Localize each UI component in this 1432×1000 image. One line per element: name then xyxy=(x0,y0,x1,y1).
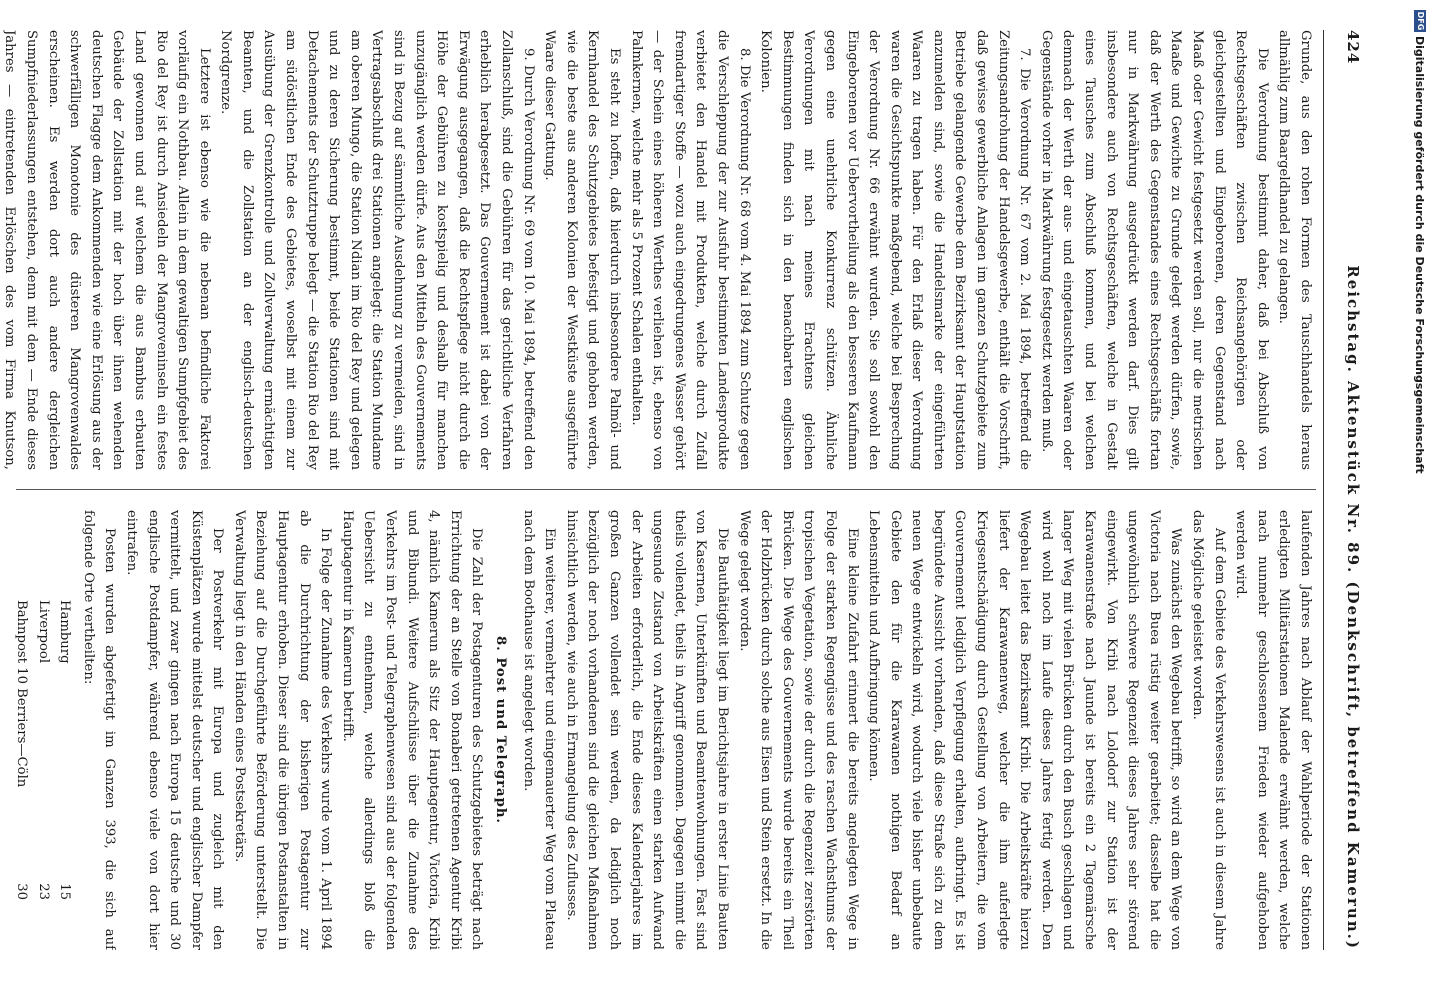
list-item xyxy=(32,600,54,900)
page-number: 424 xyxy=(1344,30,1362,65)
ports-list xyxy=(10,600,75,950)
credit-text: Digitalisierung gefördert durch die Deutsche Forschungsgemeinschaft xyxy=(1413,36,1427,474)
left-column xyxy=(0,30,1316,470)
paragraph: 8. Die Verordnung Nr. 68 vom 4. Mai 1894 zum Schutze gegen die Verschleppung der zur Ausfuhr bestimmten Landesprodukte verbietet den Handel mit Produkten, welche durch Zufall fremdartiger Stoffe — wozu auch eingedrungenes Wasser gehört — der Schein eines höheren Werthes verliehen ist, ebenso von Palmkernen, welche mehr als 5 Prozent Schalen enthalten. xyxy=(628,30,752,470)
paragraph: Es steht zu hoffen, daß hierdurch insbesondere Palmöl- und Kernhandel des Schutzgebietes befestigt und gehoben werden, wie die beste aus anderen Kolonien der Westküste ausgeführte Waare dieser Gattung. xyxy=(542,30,622,470)
port-name: Liverpool xyxy=(35,600,51,664)
port-count: 23 xyxy=(35,883,51,900)
digitization-credit xyxy=(1412,0,1428,1000)
header-rule xyxy=(1323,30,1324,950)
paragraph: Posten wurden abgefertigt im Ganzen 393, die sich auf folgende Orte vertheilten: xyxy=(80,510,118,950)
paragraph: Die Verordnung bestimmt daher, daß bei Abschluß von Rechtsgeschäften zwischen Reichsangehörigen oder gleichgestellten und Eingeborenen, deren Gegenstand nach Maaß oder Gewicht festgesetzt werden soll, nur die metrischen Maaße und Gewichte zu Grunde gelegt werden dürfen, sowie, daß der Werth des Gegenstandes eines Rechtsgeschäfts fortan nur in Markwährung ausgedrückt werden darf. Dies gilt insbesondere auch von Rechtsgeschäften, welche in Gestalt eines Tausches zum Abschluß kommen, und bei welchen demnach der Werth der aus- und eingetauschten Waaren oder Gegenstände vorher in Markwährung festgesetzt werden muß. xyxy=(1038,30,1270,470)
paragraph: Die Bauthätigkeit liegt im Berichtsjahre in erster Linie Bauten von Kasernen, Unterkünften und Beamtenwohnungen. Fast sind theils vollendet, theils in Angriff genommen. Dagegen nimmt die ungesunde Zustand von Arbeitskräften einen starken Aufwand der Arbeiten erforderlich, die Ende dieses Kalenderjahres im großen Ganzen vollendet sein werden, da lediglich noch bezüglich der noch vorhandenen sind die gleichen Maßnahmen hinsichtlich werden, wie auch in Ermangelung des Zuflusses. xyxy=(563,510,730,950)
dfg-logo: DFG xyxy=(1416,11,1425,31)
section-heading: 8. Post und Telegraph. xyxy=(493,635,509,824)
right-column xyxy=(0,510,1316,950)
paragraph: 7. Die Verordnung Nr. 67 vom 2. Mai 1894, betreffend die Zeitungsandrohung der Handelsgewerbe, enthält die Vorschrift, daß gewisse gewerbliche Anlagen im ganzen Schutzgebiete zum Betriebe gelangende Gewerbe dem Bezirksamt der Hauptstation anzumelden sind, sowie die Handelsmarke der eingeführten Waaren zu tragen haben. Für den Erlaß dieser Verordnung waren die Gesichtspunkte maßgebend, welche bei Besprechung der Verordnung Nr. 66 erwähnt wurden. Sie soll sowohl den Eingeborenen vor Uebervortheilung als den besseren Kaufmann gegen eine unehrliche Konkurrenz schützen. Ähnliche Verordnungen mit nach meines Erachtens gleichen Bestimmungen finden sich in den benachbarten englischen Kolonien. xyxy=(758,30,1033,470)
paragraph: Letztere ist ebenso wie die nebenan befindliche Faktorei vorläufig ein Nothbau. Allein in dem gewaltigen Sumpfgebiet des Rio del Rey ist durch Ansiedeln der Mangroveninseln ein festes Land gewonnen und auf welchem die aus Bambus erbauten Gebäude der Zollstation mit der hoch über ihnen wehenden deutschen Flagge dem Ankommenden wie eine Erlösung aus der schwerfälligen Monotonie des düsteren Mangrovenwaldes erscheinen. Es werden dort auch andere dergleichen Sumpfniederlassungen entstehen, denn mit dem — Ende dieses Jahres — eintretenden Erlöschen des vom Firma Knutson, xyxy=(2,30,212,470)
paragraph: Die Zahl der Postagenturen des Schutzgebietes beträgt nach Errichtung der an Stelle von Bonaberi getretenen Agentur Kribi 4, nämlich Kamerun als Sitz der Hauptagentur, Victoria, Kribi und Bibundi. Weitere Aufschlüsse über die Zunahme des Verkehrs im Post- und Telegraphenwesen sind aus der folgenden Uebersicht zu entnehmen, welche allerdings bloß die Hauptagentur in Kamerun betrifft. xyxy=(339,510,485,950)
list-item xyxy=(10,600,32,900)
paragraph: Auf dem Gebiete des Verkehrswesens ist auch in diesem Jahre das Mögliche geleistet worden. xyxy=(1190,510,1227,950)
paragraph: Eine kleine Zufahrt erinnert die bereits angelegten Wege in Folge der starken Regengüsse und des raschen Wachsthums der tropischen Vegetation, sowie der durch die Regenzeit zerstörten Brücken. Die Wege des Gouvernements wurde bereits ein Theil der Holzbrücken durch solche aus Eisen und Stein ersetzt. In die Wege gelegt worden. xyxy=(736,510,860,950)
column-divider xyxy=(16,489,1316,490)
paragraph: Der Postverkehr mit Europa und zugleich mit den Küstenplätzen wurde mittelst deutscher und englischer Dampfer vermittelt, und zwar gingen nach Europa 15 deutsche und 30 englische Postdampfer, während ebenso viele von dort hier eintrafen. xyxy=(123,510,226,950)
port-count: 15 xyxy=(57,883,73,900)
list-item xyxy=(54,600,76,900)
paragraph: laufenden Jahres nach Ablauf der Wahlperiode der Stationen erledigten Militärstationen Malende erwähnt werden, welche nach nunmehr geschlossenem Frieden wieder aufgehoben werden wird. xyxy=(1233,510,1313,950)
port-count: 30 xyxy=(13,883,29,900)
paragraph: 9. Durch Verordnung Nr. 69 vom 10. Mai 1894, betreffend den Zollanschluß, sind die Gebühren für das gerichtliche Verfahren erheblich herabgesetzt. Das Gouvernement ist dabei von der Erwägung ausgegangen, daß die Rechtspflege nicht durch die Höhe der Gebühren zu kostspielig und deshalb für manchen unzugänglich werden dürfe. Aus den Mitteln des Gouvernements sind in Bezug auf sämmtliche Ausdehnung zu vermeiden, sind in Vertragsabschluß drei Stationen angelegt: die Station Mundame am oberen Mungo, die Station Ndian im Rio del Rey und gelegen und zu deren Sicherung bestimmt, beide Stationen sind mit Detachements der Schutztruppe belegt — die Station Rio del Rey am südöstlichen Ende des Gebietes, woselbst mit einem zur Ausübung der Grenzkontrolle und Zollverwaltung ermächtigten Beamten, und die Zollstation an der englisch-deutschen Nordgrenze. xyxy=(218,30,536,470)
page-header xyxy=(1326,30,1362,950)
paragraph: Was zunächst den Wegebau betrifft, so wird an dem Wege von Victoria nach Buea rüstig weiter gearbeitet; dasselbe hat die ungewöhnlich schwere Regenzeit dieses Jahres sehr störend eingewirkt. Von Kribi nach Lolodorf zur Station ist der Karawanenstraße nach Jaunde ist bereits ein 2 Tagemärsche langer Weg mit vielen Brücken durch den Busch geschlagen und wird wohl noch im Laufe dieses Jahres fertig werden. Den Wegebau leitet das Bezirksamt Kribi. Die Arbeitskräfte hierzu liefert der Karawanenweg, welcher die ihm auferlegte Kriegsentschädigung durch Gestellung von Arbeitern, die vom Gouvernement lediglich Verpflegung erhalten, aufbringt. Es ist begründete Aussicht vorhanden, daß diese Straße sich zu dem neuen Wege entwickeln wird, wodurch viele bisher unbebaute Gebiete den für die Karawanen nothigen Bedarf an Lebensmitteln und Aufbringung können. xyxy=(866,510,1184,950)
port-name: Bahnpost 10 Berriers—Cöln xyxy=(13,600,29,788)
paragraph: In Folge der Zunahme des Verkehrs wurde vom 1. April 1894 ab die Durchrichtung der bisherigen Postagentur zur Hauptagentur erhoben. Dieser sind die übrigen Postanstalten in Beziehung auf die Durchgeführte Beförderung unterstellt. Die Verwaltung liegt in den Händen eines Postsekretärs. xyxy=(231,510,334,950)
paragraph: Grunde, aus den rohen Formen des Tauschhandels heraus allmählig zum Baargeldhandel zu gelangen. xyxy=(1276,30,1313,470)
running-title: Reichstag. Aktenstück Nr. 89. (Denkschrift, betreffend Kamerun.) xyxy=(1344,265,1362,950)
port-name: Hamburg xyxy=(57,600,73,664)
paragraph: Ein weiterer, vermehrter und eingemauerter Weg vom Plateau nach dem Boothause ist angelegt worden. xyxy=(520,510,558,950)
